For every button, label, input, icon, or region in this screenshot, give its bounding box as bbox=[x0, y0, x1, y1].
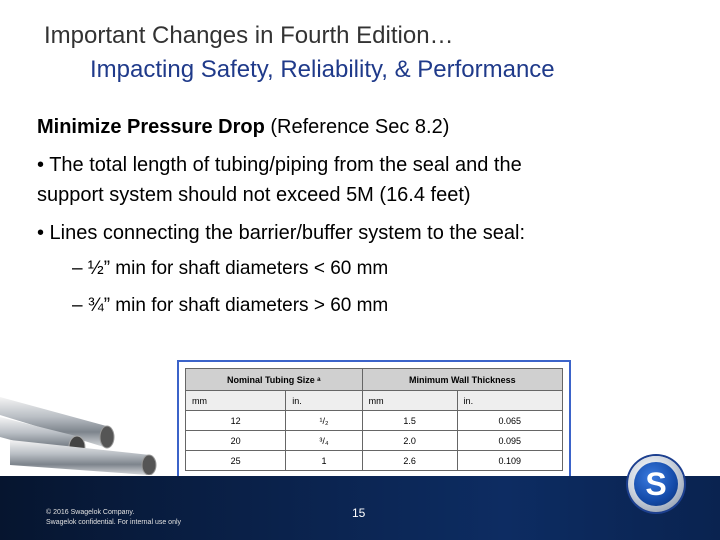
section-heading bbox=[37, 116, 449, 139]
header-nominal-tubing-size: Nominal Tubing Size ᵃ bbox=[186, 369, 363, 391]
bullet-tubing-length bbox=[37, 150, 522, 210]
tubing-pipes-image bbox=[0, 385, 160, 475]
table-row bbox=[186, 451, 563, 471]
table-cell: ³/₄ bbox=[286, 431, 362, 451]
slide-title: Important Changes in Fourth Edition… bbox=[44, 22, 454, 49]
table-cell: 0.065 bbox=[457, 411, 562, 431]
table-cell: ¹/₂ bbox=[286, 411, 362, 431]
bullet-line: support system should not exceed 5M (16.4 feet) bbox=[37, 184, 471, 206]
table-row bbox=[186, 411, 563, 431]
unit-cell: mm bbox=[362, 391, 457, 411]
copyright-line: © 2016 Swagelok Company. bbox=[46, 509, 135, 516]
tubing-size-table bbox=[177, 360, 571, 480]
footer-bar bbox=[0, 476, 720, 540]
heading-reference: (Reference Sec 8.2) bbox=[264, 116, 450, 138]
logo-letter: S bbox=[634, 462, 678, 506]
table-cell: 2.6 bbox=[362, 451, 457, 471]
header-minimum-wall-thickness: Minimum Wall Thickness bbox=[362, 369, 562, 391]
table-cell: 12 bbox=[186, 411, 286, 431]
table-cell: 1.5 bbox=[362, 411, 457, 431]
confidential-line: Swagelok confidential. For internal use only bbox=[46, 519, 182, 526]
table-cell: 0.109 bbox=[457, 451, 562, 471]
page-number: 15 bbox=[352, 506, 366, 520]
table-cell: 20 bbox=[186, 431, 286, 451]
unit-cell: in. bbox=[286, 391, 362, 411]
unit-cell: mm bbox=[186, 391, 286, 411]
table-row bbox=[186, 431, 563, 451]
bullet-lines-connecting: • Lines connecting the barrier/buffer system to the seal: bbox=[37, 222, 526, 244]
sub-bullet-three-quarter-inch: – ¾” min for shaft diameters > 60 mm bbox=[72, 295, 389, 316]
bullet-line: • The total length of tubing/piping from the seal and the bbox=[37, 154, 522, 176]
swagelok-logo-icon bbox=[628, 456, 684, 512]
table-cell: 25 bbox=[186, 451, 286, 471]
heading-bold: Minimize Pressure Drop bbox=[37, 116, 265, 138]
slide-subtitle: Impacting Safety, Reliability, & Performance bbox=[90, 56, 555, 83]
table-cell: 0.095 bbox=[457, 431, 562, 451]
sub-bullet-half-inch: – ½” min for shaft diameters < 60 mm bbox=[72, 258, 389, 279]
unit-cell: in. bbox=[457, 391, 562, 411]
table-cell: 1 bbox=[286, 451, 362, 471]
table-cell: 2.0 bbox=[362, 431, 457, 451]
copyright-notice bbox=[46, 508, 181, 528]
